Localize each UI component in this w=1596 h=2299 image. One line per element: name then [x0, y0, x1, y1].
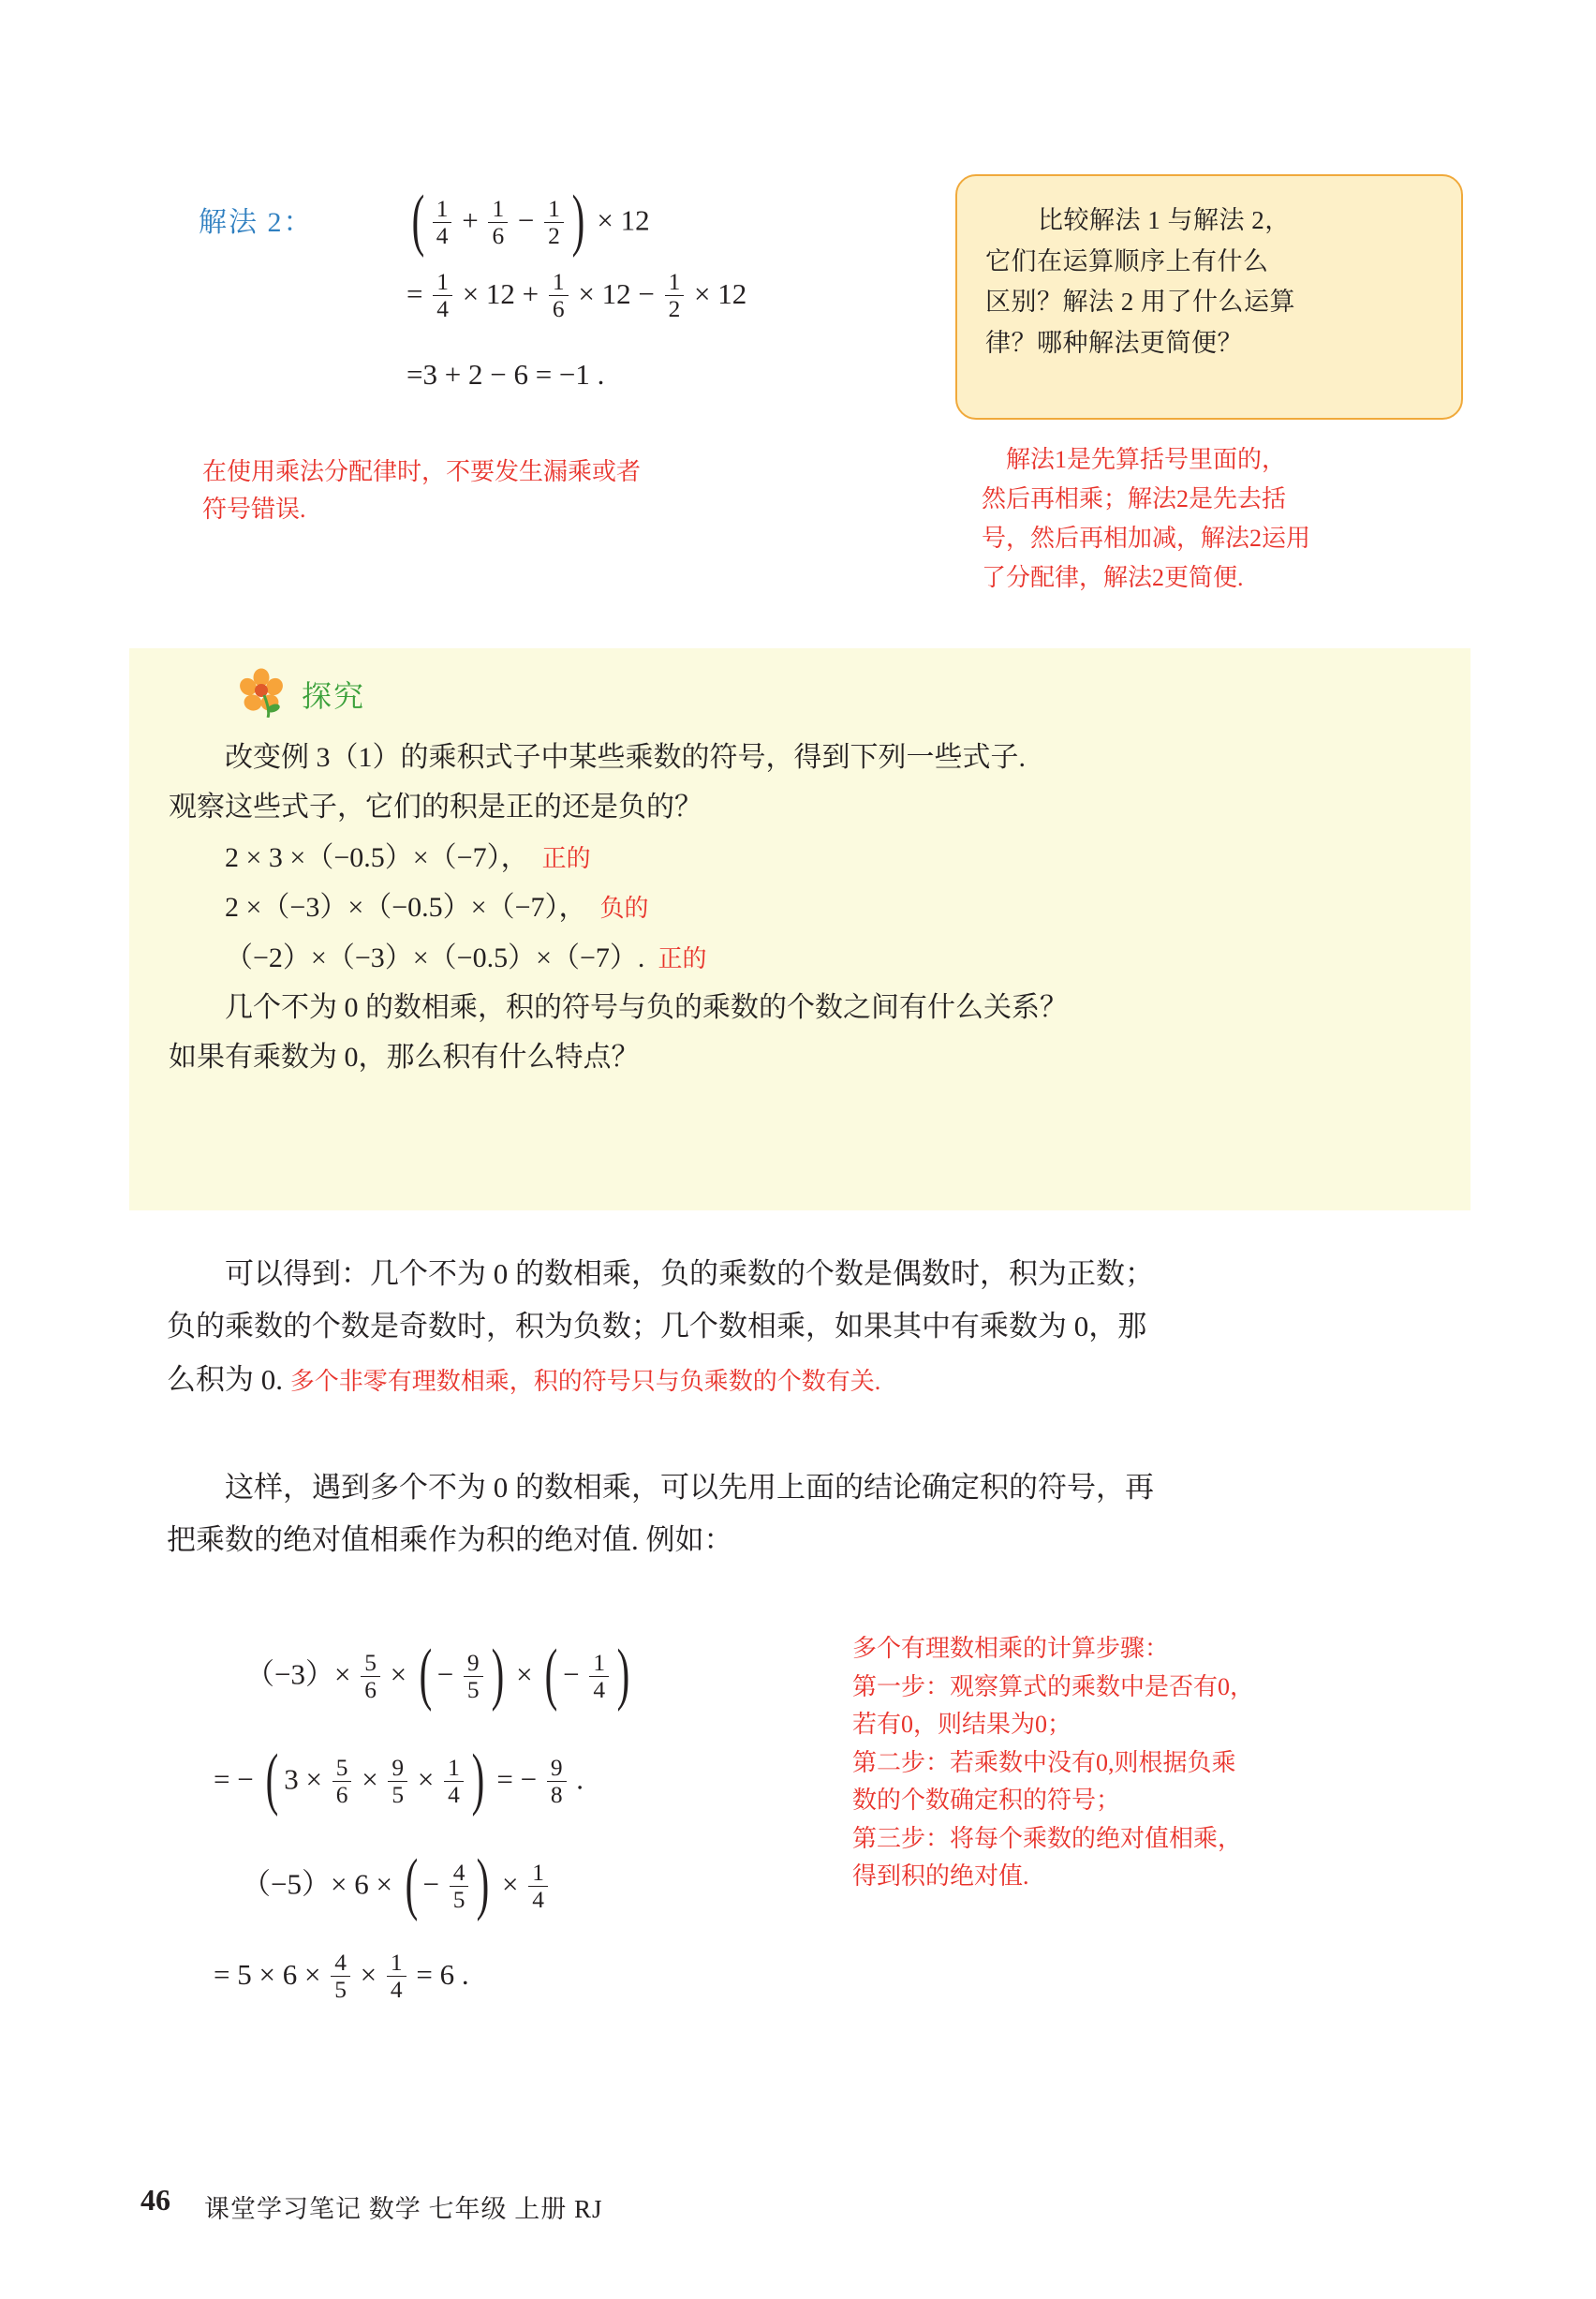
explore-expression-1-text: 2 × 3 ×（−0.5）×（−7）， — [225, 841, 529, 873]
handwritten-note-left — [202, 453, 858, 529]
explore-expression-2 — [169, 883, 1442, 932]
note-right-line-2: 然后再相乘；解法2是先去括 — [982, 485, 1287, 513]
note-right-line-4: 了分配律，解法2更简便. — [982, 564, 1244, 592]
solution-2-equation-2: = $\frac{1}{4}$ × 12 + $\frac{1}{6}$ × 12 − $\frac{1}{2}$ × 12 — [406, 269, 747, 323]
calculation-steps-note — [852, 1630, 1452, 1896]
explore-expression-1 — [169, 833, 1442, 883]
method-line-2: 把乘数的绝对值相乘作为积的绝对值. 例如： — [167, 1523, 733, 1557]
steps-line-4: 第二步：若乘数中没有0,则根据负乘 — [852, 1748, 1236, 1776]
method-line-1: 这样，遇到多个不为 0 的数相乘，可以先用上面的结论确定积的符号，再 — [225, 1471, 1154, 1504]
steps-line-6: 第三步：将每个乘数的绝对值相乘， — [852, 1824, 1243, 1852]
note-left-line-1: 在使用乘法分配律时，不要发生漏乘或者 — [202, 458, 642, 485]
steps-line-7: 得到积的绝对值. — [852, 1862, 1029, 1891]
explore-p1-line-2: 观察这些式子，它们的积是正的还是负的？ — [169, 792, 702, 823]
explore-title: 探究 — [302, 679, 366, 713]
question-callout-box — [955, 174, 1463, 420]
conclusion-line-2: 负的乘数的个数是奇数时，积为负数；几个数相乘，如果其中有乘数为 0，那 — [167, 1310, 1147, 1343]
explore-expression-2-answer: 负的 — [599, 895, 649, 923]
conclusion-red-note: 多个非零有理数相乘，积的符号只与负乘数的个数有关. — [289, 1367, 881, 1395]
example-equation-1: （−3）× $\frac{5}{6}$ × ( − $\frac{9}{5}$ ) × ( − $\frac{1}{4}$ ) — [245, 1636, 630, 1713]
explore-expression-1-answer: 正的 — [541, 844, 591, 872]
note-left-line-2: 符号错误. — [202, 496, 306, 524]
callout-line-2: 它们在运算顺序上有什么 — [985, 246, 1269, 275]
explore-expression-3 — [169, 933, 1442, 983]
example-equation-4: = 5 × 6 × $\frac{4}{5}$ × $\frac{1}{4}$ = 6 . — [214, 1950, 469, 2004]
conclusion-paragraph — [167, 1248, 1452, 1406]
steps-line-5: 数的个数确定积的符号； — [852, 1787, 1121, 1815]
note-right-line-1: 解法1是先算括号里面的， — [1006, 446, 1287, 473]
solution-2-equation-1: ( $\frac{1}{4}$ + $\frac{1}{6}$ − $\frac{1}{2}$ ) × 12 — [411, 182, 650, 259]
conclusion-line-1: 可以得到：几个不为 0 的数相乘，负的乘数的个数是偶数时，积为正数； — [225, 1257, 1154, 1290]
flower-icon — [236, 667, 287, 718]
explore-p1-line-1: 改变例 3（1）的乘积式子中某些乘数的符号，得到下列一些式子. — [225, 742, 1026, 773]
page-number: 46 — [140, 2183, 170, 2217]
example-equation-3: （−5）× 6 × ( − $\frac{4}{5}$ ) × $\frac{1}{4}$ — [242, 1847, 551, 1927]
explore-expression-3-answer: 正的 — [658, 944, 707, 972]
example-equation-2: = − ( 3 × $\frac{5}{6}$ × $\frac{9}{5}$ × $\frac{1}{4}$ ) = − $\frac{9}{8}$ . — [214, 1741, 584, 1817]
method-paragraph — [167, 1461, 1452, 1567]
conclusion-line-3-text: 么积为 0. — [167, 1362, 283, 1396]
footer-text: 课堂学习笔记 数学 七年级 上册 RJ — [204, 2195, 603, 2223]
callout-line-4: 律？哪种解法更简便？ — [985, 329, 1243, 358]
steps-line-2: 第一步：观察算式的乘数中是否有0， — [852, 1672, 1255, 1700]
note-right-line-3: 号，然后再相加减，解法2运用 — [982, 525, 1311, 553]
explore-body — [169, 733, 1442, 1083]
explore-expression-3-text: （−2）×（−3）×（−0.5）×（−7）. — [225, 942, 645, 973]
explore-p2-line-2: 如果有乘数为 0，那么积有什么特点？ — [169, 1042, 640, 1074]
solution-2-label: 解法 2： — [199, 207, 314, 238]
solution-2-equation-3: =3 + 2 − 6 = −1 . — [406, 358, 605, 391]
explore-p2-line-1: 几个不为 0 的数相乘，积的符号与负的乘数的个数之间有什么关系？ — [225, 991, 1068, 1023]
steps-line-3: 若有0，则结果为0； — [852, 1711, 1072, 1739]
steps-line-1: 多个有理数相乘的计算步骤： — [852, 1635, 1170, 1662]
explore-expression-2-text: 2 ×（−3）×（−0.5）×（−7）， — [225, 892, 587, 924]
callout-line-1: 比较解法 1 与解法 2， — [1038, 206, 1291, 234]
conclusion-line-3 — [167, 1354, 1452, 1406]
callout-line-3: 区别？解法 2 用了什么运算 — [985, 288, 1295, 317]
handwritten-note-right — [982, 440, 1506, 598]
